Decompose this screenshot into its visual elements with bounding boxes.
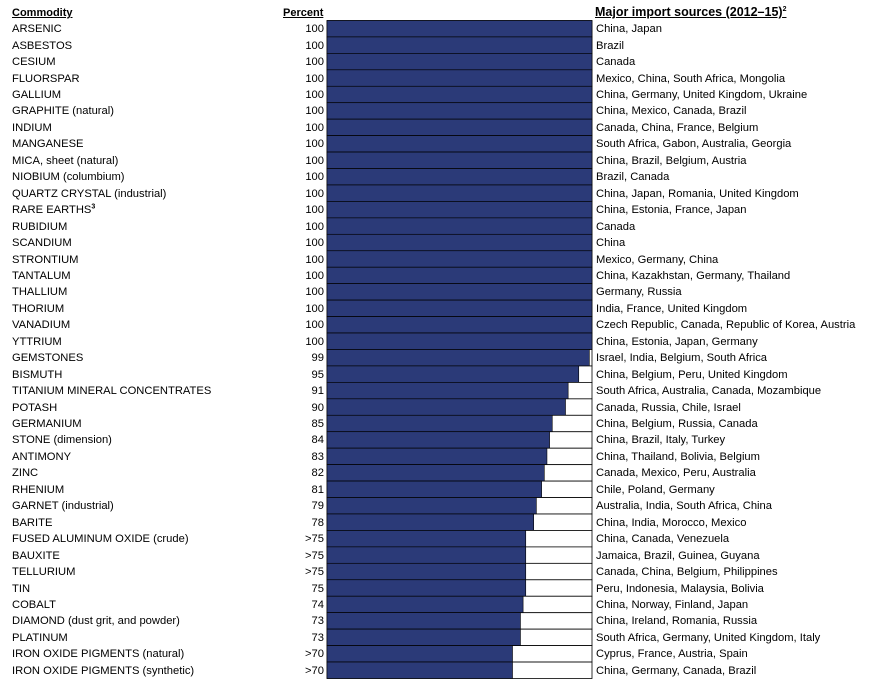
bar [327,366,579,382]
commodity-label-text: COBALT [12,598,56,611]
bar [327,448,547,464]
bar [327,580,526,596]
percent-label: 100 [305,204,324,217]
bar [327,53,592,69]
commodity-label-text: INDIUM [12,121,52,134]
import-sources-label: China, Mexico, Canada, Brazil [596,105,747,118]
commodity-label-text: BAUXITE [12,549,60,562]
percent-label: 81 [311,483,324,496]
commodity-column-header: Commodity [12,7,73,19]
commodity-label-text: TITANIUM MINERAL CONCENTRATES [12,385,212,398]
commodity-label-text: GERMANIUM [12,418,82,431]
import-sources-label: China [596,237,626,250]
import-sources-label: China, Belgium, Russia, Canada [596,418,758,431]
import-sources-label: Peru, Indonesia, Malaysia, Bolivia [596,582,764,595]
bar [327,465,544,481]
percent-label: 91 [311,385,324,398]
commodity-label-text: MICA, sheet (natural) [12,154,119,167]
commodity-label-text: GRAPHITE (natural) [12,105,114,118]
percent-label: 100 [305,171,324,184]
percent-label: >75 [305,533,324,546]
bar [327,563,526,579]
sources-header-footnote: 2 [782,5,787,13]
percent-label: 100 [305,56,324,69]
import-sources-label: China, Norway, Finland, Japan [596,598,749,611]
percent-label: 90 [311,401,324,414]
bar [327,152,592,168]
commodity-label-text: TELLURIUM [12,566,76,579]
commodity-label-text: POTASH [12,401,58,414]
import-sources-label: Brazil [596,39,624,52]
bar [327,382,568,398]
percent-label: >70 [305,664,324,677]
bar [327,234,592,250]
commodity-label-text: CESIUM [12,56,56,69]
bar [327,267,592,283]
commodity-label-text: ANTIMONY [12,450,72,463]
bar [327,498,536,514]
import-sources-label: China, Germany, United Kingdom, Ukraine [596,89,808,102]
bar [327,514,534,530]
bar [327,432,550,448]
import-sources-label: Canada, Russia, Chile, Israel [596,401,741,414]
percent-label: 100 [305,253,324,266]
percent-label: 100 [305,269,324,282]
bar [327,119,592,135]
import-sources-label: Canada [596,56,636,69]
bar [327,662,513,678]
import-sources-label: China, Kazakhstan, Germany, Thailand [596,269,791,282]
percent-label: 83 [311,450,324,463]
percent-label: 100 [305,335,324,348]
import-sources-label: India, France, United Kingdom [596,302,748,315]
import-sources-label: China, Japan [596,23,662,36]
percent-label: 100 [305,121,324,134]
import-sources-label: South Africa, Germany, United Kingdom, Italy [596,631,821,644]
percent-label: 78 [311,516,324,529]
commodity-label-text: RARE EARTHS [12,204,92,217]
bar [327,333,592,349]
commodity-label-text: IRON OXIDE PIGMENTS (natural) [12,648,185,661]
percent-label: 100 [305,105,324,118]
import-sources-label: Canada, China, Belgium, Philippines [596,566,778,579]
percent-label: 100 [305,220,324,233]
bar [327,300,592,316]
percent-label: 100 [305,302,324,315]
import-sources-label: China, Estonia, France, Japan [596,204,747,217]
commodity-label-text: THALLIUM [12,286,68,299]
bar [327,218,592,234]
commodity-footnote: 3 [91,203,96,211]
import-sources-label: Canada [596,220,636,233]
percent-label: 100 [305,138,324,151]
bar [327,103,592,119]
commodity-label-text: MANGANESE [12,138,84,151]
commodity-label-text: FUSED ALUMINUM OXIDE (crude) [12,533,189,546]
import-sources-label: Brazil, Canada [596,171,670,184]
percent-label: 73 [311,615,324,628]
bar [327,21,592,37]
bar [327,415,552,431]
import-sources-label: China, Thailand, Bolivia, Belgium [596,450,760,463]
import-sources-label: China, Ireland, Romania, Russia [596,615,758,628]
commodity-label-text: DIAMOND (dust grit, and powder) [12,615,180,628]
commodity-label-text: FLUORSPAR [12,72,80,85]
commodity-label-text: TIN [12,582,31,595]
import-sources-label: Germany, Russia [596,286,682,299]
percent-label: 100 [305,187,324,200]
commodity-label-text: ZINC [12,467,39,480]
bar [327,530,526,546]
bar [327,646,513,662]
percent-label: 84 [311,434,324,447]
bar [327,169,592,185]
bar [327,629,520,645]
percent-label: 85 [311,418,324,431]
bar [327,547,526,563]
bar [327,136,592,152]
bar [327,185,592,201]
import-sources-label: China, Canada, Venezuela [596,533,730,546]
import-sources-label: Mexico, China, South Africa, Mongolia [596,72,786,85]
commodity-label-text: RHENIUM [12,483,65,496]
commodity-label-text: VANADIUM [12,319,71,332]
percent-label: 100 [305,319,324,332]
percent-label: 100 [305,89,324,102]
commodity-label-text: TANTALUM [12,269,71,282]
percent-label: 100 [305,39,324,52]
percent-label: >70 [305,648,324,661]
percent-label: 100 [305,237,324,250]
commodity-label-text: ARSENIC [12,23,62,36]
commodity-label-text: STRONTIUM [12,253,79,266]
commodity-label-text: QUARTZ CRYSTAL (industrial) [12,187,167,200]
percent-label: 100 [305,154,324,167]
bar [327,350,589,366]
percent-label: 82 [311,467,324,480]
commodity-label-text: RUBIDIUM [12,220,68,233]
commodity-label-text: PLATINUM [12,631,68,644]
percent-label: 100 [305,72,324,85]
commodity-label-text: STONE (dimension) [12,434,112,447]
bar [327,596,523,612]
import-sources-label: Chile, Poland, Germany [596,483,715,496]
percent-label: 95 [311,368,324,381]
bar [327,317,592,333]
import-sources-label: China, Belgium, Peru, United Kingdom [596,368,788,381]
percent-label: 99 [311,352,324,365]
percent-label: 74 [311,598,324,611]
commodity-label-text: GEMSTONES [12,352,84,365]
import-sources-label: South Africa, Gabon, Australia, Georgia [596,138,792,151]
percent-label: 73 [311,631,324,644]
import-sources-label: Canada, China, France, Belgium [596,121,759,134]
commodity-label-text: GARNET (industrial) [12,500,114,513]
import-sources-label: Israel, India, Belgium, South Africa [596,352,768,365]
percent-column-header: Percent [283,7,324,19]
bar [327,399,566,415]
commodity-label-text: GALLIUM [12,89,62,102]
commodity-label-text: YTTRIUM [12,335,62,348]
bar [327,251,592,267]
commodity-label-text: BARITE [12,516,53,529]
commodity-label-text: NIOBIUM (columbium) [12,171,125,184]
bar [327,70,592,86]
import-sources-label: China, Germany, Canada, Brazil [596,664,757,677]
import-sources-label: Jamaica, Brazil, Guinea, Guyana [596,549,760,562]
percent-label: >75 [305,566,324,579]
import-sources-label: Mexico, Germany, China [596,253,719,266]
percent-label: >75 [305,549,324,562]
bar [327,37,592,53]
percent-label: 100 [305,23,324,36]
import-sources-label: China, Estonia, Japan, Germany [596,335,758,348]
import-sources-label: Cyprus, France, Austria, Spain [596,648,748,661]
bar [327,86,592,102]
import-sources-label: China, Japan, Romania, United Kingdom [596,187,799,200]
percent-label: 79 [311,500,324,513]
import-sources-label: Australia, India, South Africa, China [596,500,772,513]
import-sources-label: China, Brazil, Belgium, Austria [596,154,747,167]
bar [327,284,592,300]
bar [327,201,592,217]
commodity-label-text: IRON OXIDE PIGMENTS (synthetic) [12,664,195,677]
commodity-label-text: BISMUTH [12,368,63,381]
percent-label: 75 [311,582,324,595]
commodity-label-text: THORIUM [12,302,65,315]
commodity-label-text: ASBESTOS [12,39,73,52]
import-sources-label: Canada, Mexico, Peru, Australia [596,467,756,480]
percent-label: 100 [305,286,324,299]
import-sources-label: Czech Republic, Canada, Republic of Korea, Austria [596,319,856,332]
bar [327,481,542,497]
bar [327,613,520,629]
commodity-label-text: SCANDIUM [12,237,72,250]
import-sources-label: China, India, Morocco, Mexico [596,516,747,529]
sources-header-text: Major import sources (2012–15) [595,5,783,19]
import-sources-label: China, Brazil, Italy, Turkey [596,434,726,447]
import-sources-label: South Africa, Australia, Canada, Mozambique [596,385,822,398]
